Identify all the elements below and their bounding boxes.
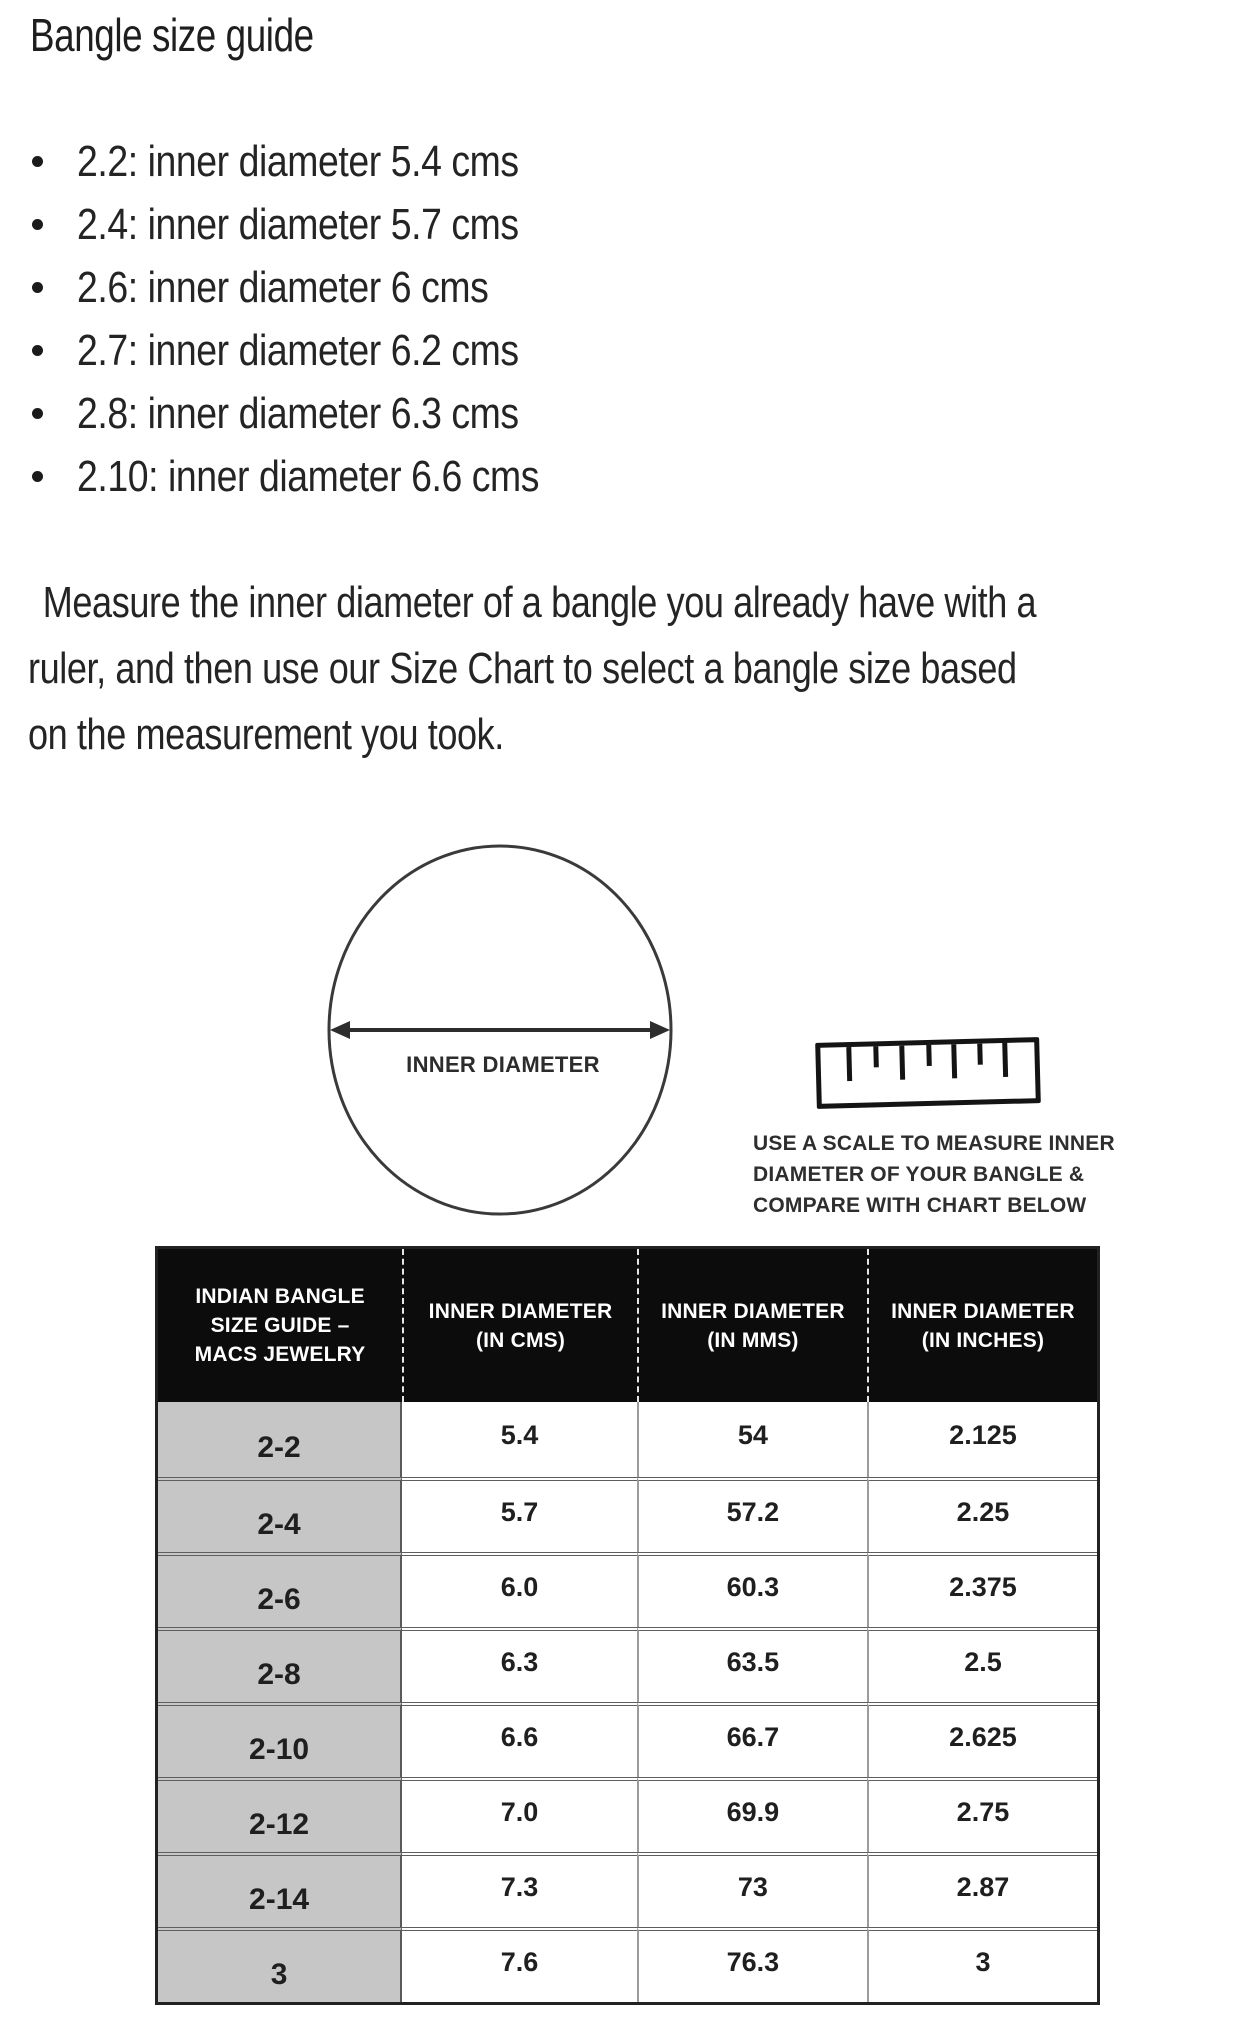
- cms-cell: 5.4: [402, 1402, 637, 1477]
- cms-cell: 6.3: [402, 1627, 637, 1702]
- ruler-tick: [1002, 1043, 1008, 1077]
- table-header-row: [158, 1249, 1097, 1402]
- list-item-text: 2.4: inner diameter 5.7 cms: [77, 199, 519, 249]
- list-item-text: 2.6: inner diameter 6 cms: [77, 262, 489, 312]
- inner-diameter-label: INNER DIAMETER: [406, 1052, 600, 1077]
- instruction-line: ruler, and then use our Size Chart to select a bangle size based: [28, 644, 1017, 693]
- bullet-icon: [32, 471, 43, 482]
- mms-cell: 73: [637, 1852, 867, 1927]
- table-row: [158, 1402, 1097, 1477]
- size-cell: 3: [158, 1927, 402, 2002]
- header-line: INNER DIAMETER: [661, 1299, 845, 1323]
- scale-instruction-note: [753, 1128, 1115, 1221]
- header-cell-cms: [402, 1249, 637, 1402]
- list-item-text: 2.10: inner diameter 6.6 cms: [77, 451, 540, 501]
- inches-cell: 2.87: [867, 1852, 1097, 1927]
- size-cell: 2-14: [158, 1852, 402, 1927]
- mms-cell: 63.5: [637, 1627, 867, 1702]
- inches-cell: 2.625: [867, 1702, 1097, 1777]
- cms-cell: 7.3: [402, 1852, 637, 1927]
- header-line: (IN CMS): [475, 1328, 566, 1352]
- mms-cell: 69.9: [637, 1777, 867, 1852]
- inches-cell: 2.5: [867, 1627, 1097, 1702]
- mms-cell: 54: [637, 1402, 867, 1477]
- arrowhead-right-icon: [650, 1021, 670, 1039]
- ruler-tick: [873, 1046, 879, 1067]
- header-cell-size-guide: [158, 1249, 402, 1402]
- bullet-icon: [32, 408, 43, 419]
- size-cell: 2-8: [158, 1627, 402, 1702]
- ruler-tick: [926, 1045, 932, 1066]
- list-item: [28, 130, 621, 193]
- header-line: INDIAN BANGLE: [195, 1285, 365, 1308]
- inches-cell: 2.25: [867, 1477, 1097, 1552]
- list-item: [28, 382, 621, 445]
- table-row: [158, 1702, 1097, 1777]
- header-cell-inches: [867, 1249, 1097, 1402]
- mms-cell: 57.2: [637, 1477, 867, 1552]
- list-item: [28, 319, 621, 382]
- ruler-tick: [977, 1044, 983, 1065]
- cms-cell: 7.6: [402, 1927, 637, 2002]
- header-line: SIZE GUIDE –: [210, 1314, 350, 1337]
- size-cell: 2-4: [158, 1477, 402, 1552]
- size-cell: 2-6: [158, 1552, 402, 1627]
- bullet-icon: [32, 282, 43, 293]
- note-line: USE A SCALE TO MEASURE INNER: [753, 1132, 1115, 1155]
- inner-diameter-circle-diagram: [320, 840, 680, 1220]
- table-row: [158, 1777, 1097, 1852]
- mms-cell: 76.3: [637, 1927, 867, 2002]
- list-item-text: 2.7: inner diameter 6.2 cms: [77, 325, 519, 375]
- bullet-icon: [32, 345, 43, 356]
- header-line: INNER DIAMETER: [891, 1299, 1075, 1323]
- measure-instructions: [28, 570, 1258, 768]
- table-row: [158, 1552, 1097, 1627]
- cms-cell: 5.7: [402, 1477, 637, 1552]
- header-line: (IN INCHES): [921, 1328, 1045, 1352]
- cms-cell: 6.0: [402, 1552, 637, 1627]
- inches-cell: 2.375: [867, 1552, 1097, 1627]
- list-item: [28, 256, 621, 319]
- inches-cell: 2.125: [867, 1402, 1097, 1477]
- ruler-icon: [815, 1037, 1041, 1109]
- inches-cell: 2.75: [867, 1777, 1097, 1852]
- header-line: (IN MMS): [707, 1328, 799, 1352]
- bullet-icon: [32, 156, 43, 167]
- table-row: [158, 1852, 1097, 1927]
- table-row: [158, 1927, 1097, 2002]
- table-row: [158, 1477, 1097, 1552]
- ruler-tick: [951, 1044, 957, 1078]
- bangle-size-list: [28, 130, 621, 508]
- header-line: MACS JEWELRY: [194, 1343, 366, 1366]
- list-item-text: 2.2: inner diameter 5.4 cms: [77, 136, 519, 186]
- list-item-text: 2.8: inner diameter 6.3 cms: [77, 388, 519, 438]
- inches-cell: 3: [867, 1927, 1097, 2002]
- header-cell-mms: [637, 1249, 867, 1402]
- mms-cell: 66.7: [637, 1702, 867, 1777]
- table-body: [158, 1402, 1097, 2002]
- ruler-tick: [846, 1047, 852, 1081]
- size-chart-table: [155, 1246, 1100, 2005]
- list-item: [28, 193, 621, 256]
- ruler-tick: [899, 1046, 905, 1080]
- list-item: [28, 445, 621, 508]
- bullet-icon: [32, 219, 43, 230]
- instruction-line: Measure the inner diameter of a bangle you already have with a: [42, 578, 1037, 627]
- instruction-line: on the measurement you took.: [28, 710, 504, 759]
- arrowhead-left-icon: [330, 1021, 350, 1039]
- cms-cell: 7.0: [402, 1777, 637, 1852]
- size-cell: 2-12: [158, 1777, 402, 1852]
- mms-cell: 60.3: [637, 1552, 867, 1627]
- page-title: Bangle size guide: [30, 9, 314, 61]
- cms-cell: 6.6: [402, 1702, 637, 1777]
- table-row: [158, 1627, 1097, 1702]
- note-line: DIAMETER OF YOUR BANGLE &: [753, 1163, 1085, 1186]
- size-cell: 2-10: [158, 1702, 402, 1777]
- size-cell: 2-2: [158, 1402, 402, 1477]
- note-line: COMPARE WITH CHART BELOW: [753, 1194, 1087, 1217]
- header-line: INNER DIAMETER: [428, 1299, 613, 1323]
